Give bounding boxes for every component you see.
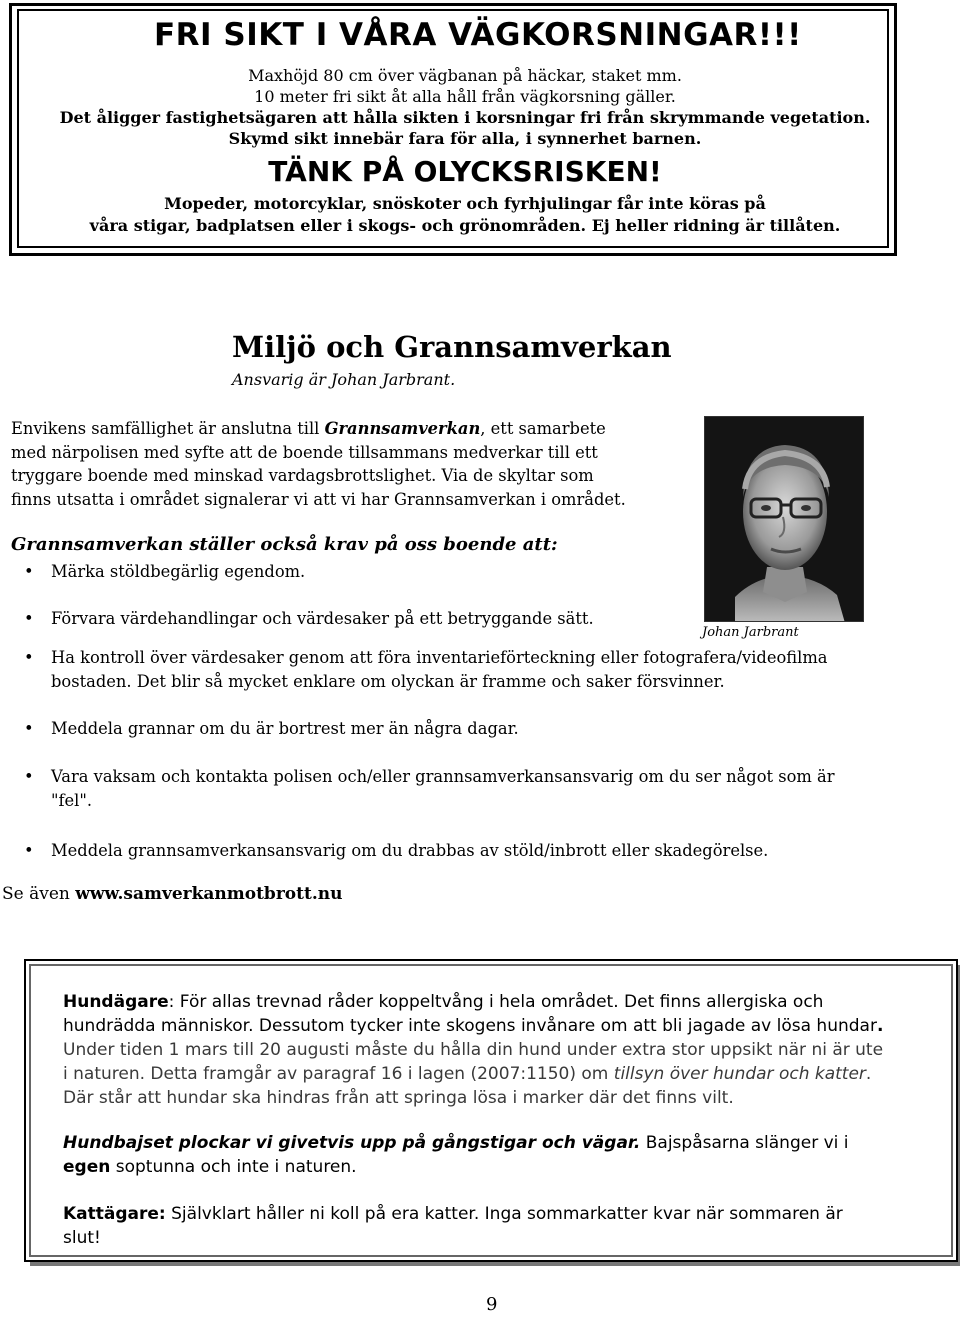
cat-line xyxy=(63,1202,843,1226)
dog-text: i naturen. Detta framgår av paragraf 16 i lagen (2007:1150) om xyxy=(63,1064,614,1084)
see-also-text: Se även xyxy=(2,884,76,904)
intro-line: med närpolisen med syfte att de boende tillsammans medverkar till ett xyxy=(11,442,598,462)
intro-text: , ett samarbete xyxy=(480,419,606,438)
bullet-icon: • xyxy=(24,767,34,786)
list-item-text: Märka stöldbegärlig egendom. xyxy=(51,562,306,581)
notice-line: Mopeder, motorcyklar, snöskoter och fyrhjulingar får inte köras på xyxy=(164,194,766,213)
dog-line xyxy=(63,990,823,1014)
section-title: Miljö och Grannsamverkan xyxy=(232,330,672,364)
portrait-photo xyxy=(704,416,864,622)
list-item-text: bostaden. Det blir så mycket enklare om olyckan är framme och saker försvinner. xyxy=(51,672,725,691)
photo-caption: Johan Jarbrant xyxy=(702,625,799,640)
page-number: 9 xyxy=(486,1294,498,1315)
poop-emphasis: Hundbajset plockar vi givetvis upp på gångstigar och vägar. xyxy=(63,1133,641,1153)
section-responsible: Ansvarig är Johan Jarbrant. xyxy=(232,370,456,389)
dog-text: : För allas trevnad råder koppeltvång i hela området. Det finns allergiska och xyxy=(168,992,824,1012)
box-shadow xyxy=(30,1262,960,1266)
dog-line: Där står att hundar ska hindras från att springa lösa i marker där det finns vilt. xyxy=(63,1088,734,1108)
dog-text: hundrädda människor. Dessutom tycker inte skogens invånare om att bli jagade av lösa hundar xyxy=(63,1016,877,1036)
notice-warning: TÄNK PÅ OLYCKSRISKEN! xyxy=(268,155,662,188)
dog-line xyxy=(63,1014,883,1038)
bullet-icon: • xyxy=(24,609,34,628)
list-item-text: Förvara värdehandlingar och värdesaker på ett betryggande sätt. xyxy=(51,609,594,628)
cat-line: slut! xyxy=(63,1228,101,1248)
intro-emphasis: Grannsamverkan xyxy=(324,419,481,438)
dog-line xyxy=(63,1062,871,1086)
dog-text: tillsyn över hundar och katter xyxy=(613,1064,866,1084)
cat-text: Självklart håller ni koll på era katter. Inga sommarkatter kvar när sommaren är xyxy=(165,1204,843,1224)
list-item-text: Vara vaksam och kontakta polisen och/eller grannsamverkansansvarig om du ser något som är xyxy=(51,767,835,786)
list-item-text: "fel". xyxy=(51,791,93,810)
list-item-text: Ha kontroll över värdesaker genom att föra inventarieförteckning eller fotografera/videofilma xyxy=(51,648,828,667)
see-also xyxy=(2,884,342,904)
notice-line: Skymd sikt innebär fara för alla, i synnerhet barnen. xyxy=(228,129,702,148)
requirements-heading: Grannsamverkan ställer också krav på oss boende att: xyxy=(11,534,558,555)
poop-line xyxy=(63,1131,849,1155)
poop-line xyxy=(63,1155,357,1179)
bullet-icon: • xyxy=(24,841,34,860)
notice-line: Maxhöjd 80 cm över vägbanan på häckar, staket mm. xyxy=(248,66,682,85)
bullet-icon: • xyxy=(24,719,34,738)
list-item-text: Meddela grannar om du är bortrest mer än några dagar. xyxy=(51,719,519,738)
portrait-illustration xyxy=(705,417,864,622)
cat-label: Kattägare: xyxy=(63,1204,166,1224)
intro-line: finns utsatta i området signalerar vi att vi har Grannsamverkan i området. xyxy=(11,489,626,509)
dog-line: Under tiden 1 mars till 20 augusti måste du hålla din hund under extra stor uppsikt när ni är ute xyxy=(63,1040,884,1060)
list-item-text: Meddela grannsamverkansansvarig om du drabbas av stöld/inbrott eller skadegörelse. xyxy=(51,841,769,860)
intro-text: Envikens samfällighet är anslutna till xyxy=(11,419,325,438)
intro-line xyxy=(11,417,701,441)
dog-text: . xyxy=(876,1016,884,1036)
dog-label: Hundägare xyxy=(63,992,169,1012)
notice-line: Det åligger fastighetsägaren att hålla sikten i korsningar fri från skrymmande vegetation. xyxy=(59,108,871,127)
poop-text: Bajspåsarna slänger vi i xyxy=(640,1133,849,1153)
poop-text: soptunna och inte i naturen. xyxy=(110,1157,357,1177)
poop-emphasis: egen xyxy=(63,1157,111,1177)
traffic-notice-box xyxy=(9,3,897,256)
notice-title: FRI SIKT I VÅRA VÄGKORSNINGAR!!! xyxy=(154,17,802,53)
intro-paragraph xyxy=(11,417,701,511)
notice-line: våra stigar, badplatsen eller i skogs- och grönområden. Ej heller ridning är tillåten. xyxy=(89,216,841,235)
notice-line: 10 meter fri sikt åt alla håll från vägkorsning gäller. xyxy=(254,87,676,106)
bullet-icon: • xyxy=(24,648,34,667)
intro-line: tryggare boende med minskad vardagsbrottslighet. Via de skyltar som xyxy=(11,466,594,485)
bullet-icon: • xyxy=(24,562,34,581)
dog-text: . xyxy=(865,1064,872,1084)
see-also-link[interactable]: www.samverkanmotbrott.nu xyxy=(75,884,343,904)
